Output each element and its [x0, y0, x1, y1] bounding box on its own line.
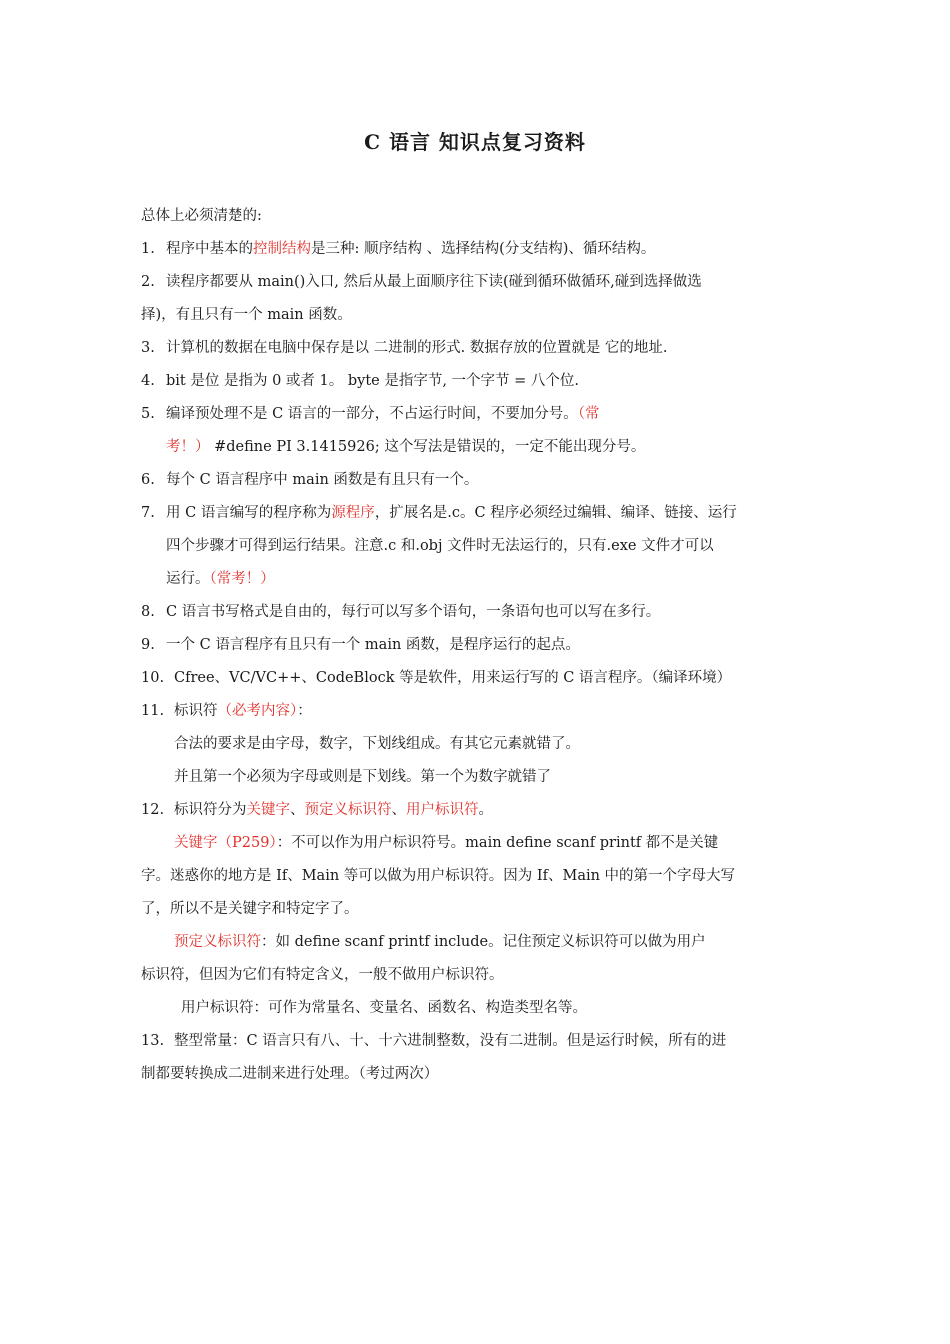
highlight-text: （必考内容） [217, 703, 298, 719]
highlight-text: 用户标识符 [406, 802, 479, 818]
item-number: 5. [141, 406, 155, 422]
item-number: 6. [141, 472, 155, 488]
item-number: 8. [141, 604, 155, 620]
item-number: 4. [141, 373, 155, 389]
keyword-paragraph-line-2: 字。迷惑你的地方是 If、Main 等可以做为用户标识符。因为 If、Main 中的第一个字母大写 [141, 868, 736, 884]
list-item-4: 4. bit 是位 是指为 0 或者 1。 byte 是指字节, 一个字节 = 八个位. [141, 365, 813, 398]
item-number: 11. [141, 703, 165, 719]
list-item-12: 12. 标识符分为关键字、预定义标识符、用户标识符。 [141, 794, 813, 827]
highlight-text: （常 [577, 406, 600, 422]
item-number: 3. [141, 340, 155, 356]
list-item-13: 13. 整型常量：C 语言只有八、十、十六进制整数，没有二进制。但是运行时候，所有的进 [141, 1025, 813, 1058]
highlight-text: 关键字（P259） [174, 835, 277, 851]
highlight-text: 预定义标识符 [174, 934, 261, 950]
item-number: 10. [141, 670, 165, 686]
highlight-text: 考！） [166, 439, 210, 455]
list-item-10: 10. Cfree、VC/VC++、CodeBlock 等是软件，用来运行写的 C 语言程序。（编译环境） [141, 662, 813, 695]
highlight-text: 预定义标识符 [304, 802, 392, 818]
list-item-7: 7. 用 C 语言编写的程序称为源程序，扩展名是.c。C 程序必须经过编辑、编译、链接、运行 [141, 497, 813, 530]
user-identifier-paragraph: 用户标识符：可作为常量名、变量名、函数名、构造类型名等。 [181, 1000, 587, 1016]
list-item-11-cont2: 并且第一个必须为字母或则是下划线。第一个为数字就错了 [174, 769, 551, 785]
list-item-2-cont: 择)，有且只有一个 main 函数。 [141, 307, 352, 323]
list-item-1: 1. 程序中基本的控制结构是三种: 顺序结构 、选择结构(分支结构)、循环结构。 [141, 233, 813, 266]
list-item-3: 3. 计算机的数据在电脑中保存是以 二进制的形式. 数据存放的位置就是 它的地址. [141, 332, 813, 365]
document-body [141, 200, 813, 1091]
list-item-8: 8. C 语言书写格式是自由的，每行可以写多个语句，一条语句也可以写在多行。 [141, 596, 813, 629]
item-number: 9. [141, 637, 155, 653]
keyword-paragraph-line-1: 关键字（P259）：不可以作为用户标识符号。main define scanf printf 都不是关键 [174, 835, 719, 851]
intro-text: 总体上必须清楚的: [141, 208, 262, 224]
highlight-text: 关键字 [246, 802, 290, 818]
document-title: C 语言 知识点复习资料 [364, 130, 586, 154]
highlight-text: （常考！） [209, 571, 275, 587]
predefined-paragraph-line-1: 预定义标识符：如 define scanf printf include。记住预定义标识符可以做为用户 [174, 934, 706, 950]
list-item-7-cont2: 运行。（常考！） [166, 571, 275, 587]
list-item-5: 5. 编译预处理不是 C 语言的一部分，不占运行时间，不要加分号。（常 [141, 398, 813, 431]
list-item-11-cont: 合法的要求是由字母，数字，下划线组成。有其它元素就错了。 [174, 736, 580, 752]
item-number: 1. [141, 241, 155, 257]
item-number: 7. [141, 505, 155, 521]
list-item-13-cont: 制都要转换成二进制来进行处理。（考过两次） [141, 1066, 439, 1082]
item-number: 12. [141, 802, 165, 818]
list-item-7-cont: 四个步骤才可得到运行结果。注意.c 和.obj 文件时无法运行的，只有.exe 文件才可以 [166, 538, 714, 554]
item-number: 2. [141, 274, 155, 290]
list-item-6: 6. 每个 C 语言程序中 main 函数是有且只有一个。 [141, 464, 813, 497]
keyword-paragraph-line-3: 了，所以不是关键字和特定字了。 [141, 901, 359, 917]
highlight-text: 源程序 [331, 505, 375, 521]
list-item-11: 11. 标识符（必考内容）： [141, 695, 813, 728]
list-item-9: 9. 一个 C 语言程序有且只有一个 main 函数，是程序运行的起点。 [141, 629, 813, 662]
list-item-2: 2. 读程序都要从 main()入口, 然后从最上面顺序往下读(碰到循环做循环,碰到选择做选 [141, 266, 813, 299]
highlight-text: 控制结构 [253, 241, 311, 257]
item-number: 13. [141, 1033, 165, 1049]
predefined-paragraph-line-2: 标识符，但因为它们有特定含义，一般不做用户标识符。 [141, 967, 504, 983]
list-item-5-cont: 考！） #define PI 3.1415926; 这个写法是错误的，一定不能出现分号。 [166, 439, 646, 455]
